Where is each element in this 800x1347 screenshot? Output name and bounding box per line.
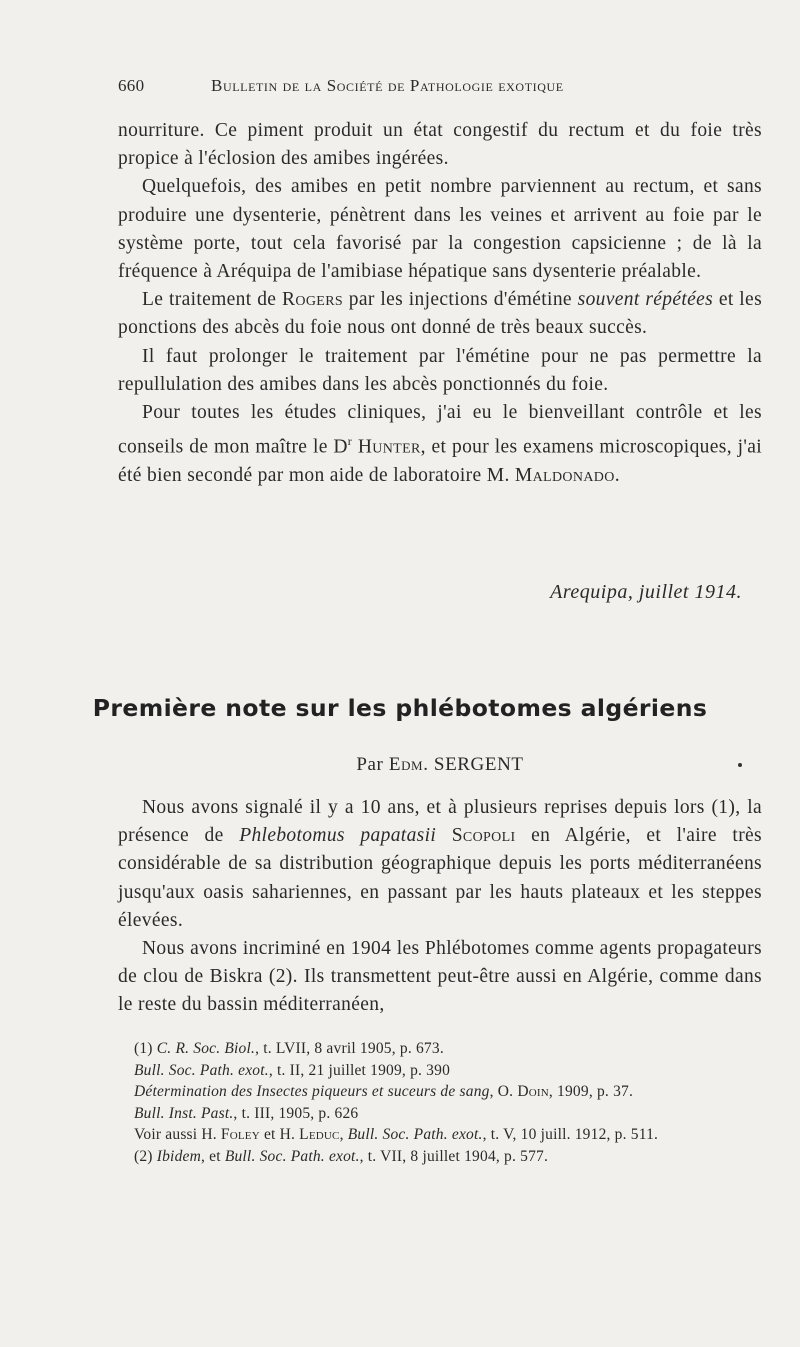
- species-name: Phlebotomus papatasii: [239, 825, 437, 847]
- paragraph-2: Quelquefois, des amibes en petit nombre parviennent au rectum, et sans produire une dysenterie, pénètrent dans les veines et arrivent au foie par le système porte, tout cela favorisé par la congestion capsicienne ; de là la fréquence à Aréquipa de l'amibiase hépatique sans dysenterie préalable.: [118, 176, 762, 283]
- first-article-body: [118, 117, 762, 490]
- author-name-hunter: Hunter: [357, 436, 421, 458]
- paragraph-3: Le traitement de Rogers par les injections d'émétine souvent répétées et les ponctions des abcès du foie nous ont donné de très beaux succès.: [118, 289, 763, 339]
- byline: Par Edm. SERGENT: [356, 754, 524, 775]
- second-article-body: [118, 794, 762, 1020]
- paragraph-6: Nous avons signalé il y a 10 ans, et à plusieurs reprises depuis lors (1), la présence de Phlebotomus papatasii Scopoli en Algérie, et l'aire très considérable de sa distribution géographique depuis les ports méditerranéens jusqu'aux oasis sahariennes, en passant par les hauts plateaux et les steppes élevées.: [118, 797, 762, 931]
- footnote-1e: Voir aussi H. Foley et H. Leduc, Bull. Soc. Path. exot., t. V, 10 juill. 1912, p. 511.: [134, 1126, 659, 1143]
- footnotes: [118, 1038, 762, 1167]
- footnote-1: (1) C. R. Soc. Biol., t. LVII, 8 avril 1905, p. 673.: [134, 1040, 444, 1057]
- article-title: Première note sur les phlébotomes algériens: [92, 694, 708, 722]
- journal-title: Bulletin de la Société de Pathologie exotique: [211, 76, 564, 95]
- footnote-1d: Bull. Inst. Past., t. III, 1905, p. 626: [134, 1104, 359, 1122]
- place-date-signature: Arequipa, juillet 1914.: [550, 581, 742, 603]
- paragraph-5: Pour toutes les études cliniques, j'ai eu le bienveillant contrôle et les conseils de mon maître le $D^r$ Hunter, et pour les examens microscopiques, j'ai été bien secondé par mon aide de laboratoire M. Maldonado.: [118, 402, 762, 486]
- footnote-1b: Bull. Soc. Path. exot., t. II, 21 juillet 1909, p. 390: [134, 1061, 451, 1079]
- paragraph-1: nourriture. Ce piment produit un état congestif du rectum et du foie très propice à l'éclosion des amibes ingérées.: [118, 120, 762, 170]
- footnote-2: (2) Ibidem, et Bull. Soc. Path. exot., t. VII, 8 juillet 1904, p. 577.: [134, 1147, 549, 1165]
- author-name-maldonado: Maldonado: [514, 464, 615, 486]
- paragraph-7: Nous avons incriminé en 1904 les Phlébotomes comme agents propagateurs de clou de Biskra (2). Ils transmettent peut-être aussi en Algérie, comme dans le reste du bassin méditerranéen,: [118, 938, 762, 1016]
- ink-speck: [738, 763, 742, 767]
- author-name-rogers: Rogers: [282, 289, 344, 311]
- page-number: 660: [118, 76, 145, 95]
- author-name: Edm. SERGENT: [388, 754, 524, 775]
- paragraph-4: Il faut prolonger le traitement par l'émétine pour ne pas permettre la repullulation des amibes dans les abcès ponctionnés du foie.: [118, 345, 762, 395]
- footnote-1c: Détermination des Insectes piqueurs et suceurs de sang, O. Doin, 1909, p. 37.: [134, 1083, 634, 1100]
